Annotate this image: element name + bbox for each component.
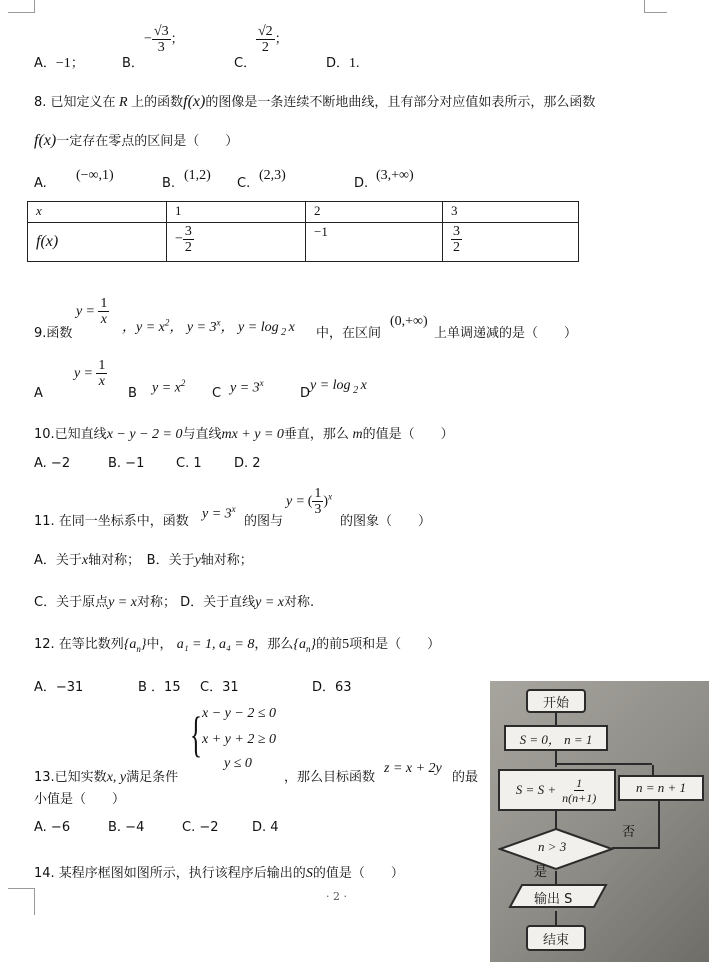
q8-stem-line2: f(x)一定存在零点的区间是（ ）: [34, 132, 239, 149]
flowchart-init: S = 0， n = 1: [504, 725, 608, 751]
q9-options: A y = $\frac{1}{x}$ B $y = x^2$ C $y = 3^x$ D y = log $_2$ x: [34, 358, 367, 401]
sqrt2-over-2: $\frac{√2}{2}$ ；: [258, 24, 288, 55]
flowchart-output-label: 输出 S: [534, 892, 573, 907]
q10-stem: 10.已知直线x − y − 2 = 0与直线mx + y = 0垂直，那么 m的值是（ ）: [34, 427, 454, 442]
q9-stem: 9.函数 y = $\frac{1}{x}$ ，$y = x^2$， $y = 3^x$， y = log $_2$ x 中，在区间 (0,+∞) 上单调递减的是（ ）: [34, 296, 578, 341]
q12-stem: 12. 在等比数列$\{a_n\}$中， a₁ = 1, a₄ = 8，那么$\{a_n\}$的前5项和是（ ）: [34, 637, 441, 654]
q10-options: A. −2 B. −1 C. 1 D. 2: [34, 456, 261, 471]
q8-stem-line1: 8. 已知定义在 R 上的函数f(x)的图像是一条连续不断地曲线，且有部分对应值如表所示，那么函数: [34, 93, 596, 110]
table-row: f(x) − $\frac{3}{2}$ −1 $\frac{3}{2}$: [28, 223, 579, 262]
q12-options: A．−31 B ．15 C．31 D．63: [34, 680, 352, 695]
flowchart-end: 结束: [526, 925, 586, 951]
page-number: · 2 ·: [326, 890, 347, 903]
cell-minus-3-over-2: − $\frac{3}{2}$: [167, 223, 306, 262]
q13-stem: 13.已知实数x, y满足条件 { x − y − 2 ≤ 0 x + y + 2 ≥ 0 y ≤ 0 ，那么目标函数 z = x + 2y 的最: [34, 706, 479, 785]
q11-stem: 11. 在同一坐标系中，函数 $y = 3^x$ 的图与 y = ( $\frac{1}{3}$ )$^x$ 的图象（ ）: [34, 486, 432, 529]
flowchart-update-n: n = n + 1: [618, 775, 704, 801]
flowchart-start: 开始: [526, 689, 586, 713]
q8-options: A. (−∞,1) B. (1,2) C. (2,3) D. (3,+∞): [34, 168, 414, 191]
q11-options-ab: A．关于x轴对称； B．关于y轴对称；: [34, 553, 253, 568]
flowchart-condition-label: n > 3: [538, 839, 567, 854]
corner-mark-bottom-left: [8, 888, 35, 915]
q13-options: A. −6 B. −4 C. −2 D. 4: [34, 820, 279, 835]
flowchart-update-s: S = S + $\frac{1}{n(n+1)}$: [498, 769, 616, 811]
flowchart-no-label: 否: [622, 825, 636, 840]
q11-options-cd: C．关于原点y = x对称； D．关于直线y = x对称.: [34, 595, 315, 610]
q13-stem-line2: 小值是（ ）: [34, 792, 126, 807]
flowchart-photo: [490, 681, 709, 962]
cell-3-over-2: $\frac{3}{2}$: [443, 223, 579, 262]
corner-mark-top-right: [644, 0, 667, 13]
corner-mark-top-left: [8, 0, 35, 13]
table-header-row: x 1 2 3: [28, 202, 579, 223]
flowchart-yes-label: 是: [534, 865, 548, 880]
q14-stem: 14. 某程序框图如图所示，执行该程序后输出的S的值是（ ）: [34, 866, 404, 881]
minus-sqrt3-over-3: − $\frac{√3}{3}$ ；: [144, 24, 184, 55]
value-table: [27, 201, 579, 262]
